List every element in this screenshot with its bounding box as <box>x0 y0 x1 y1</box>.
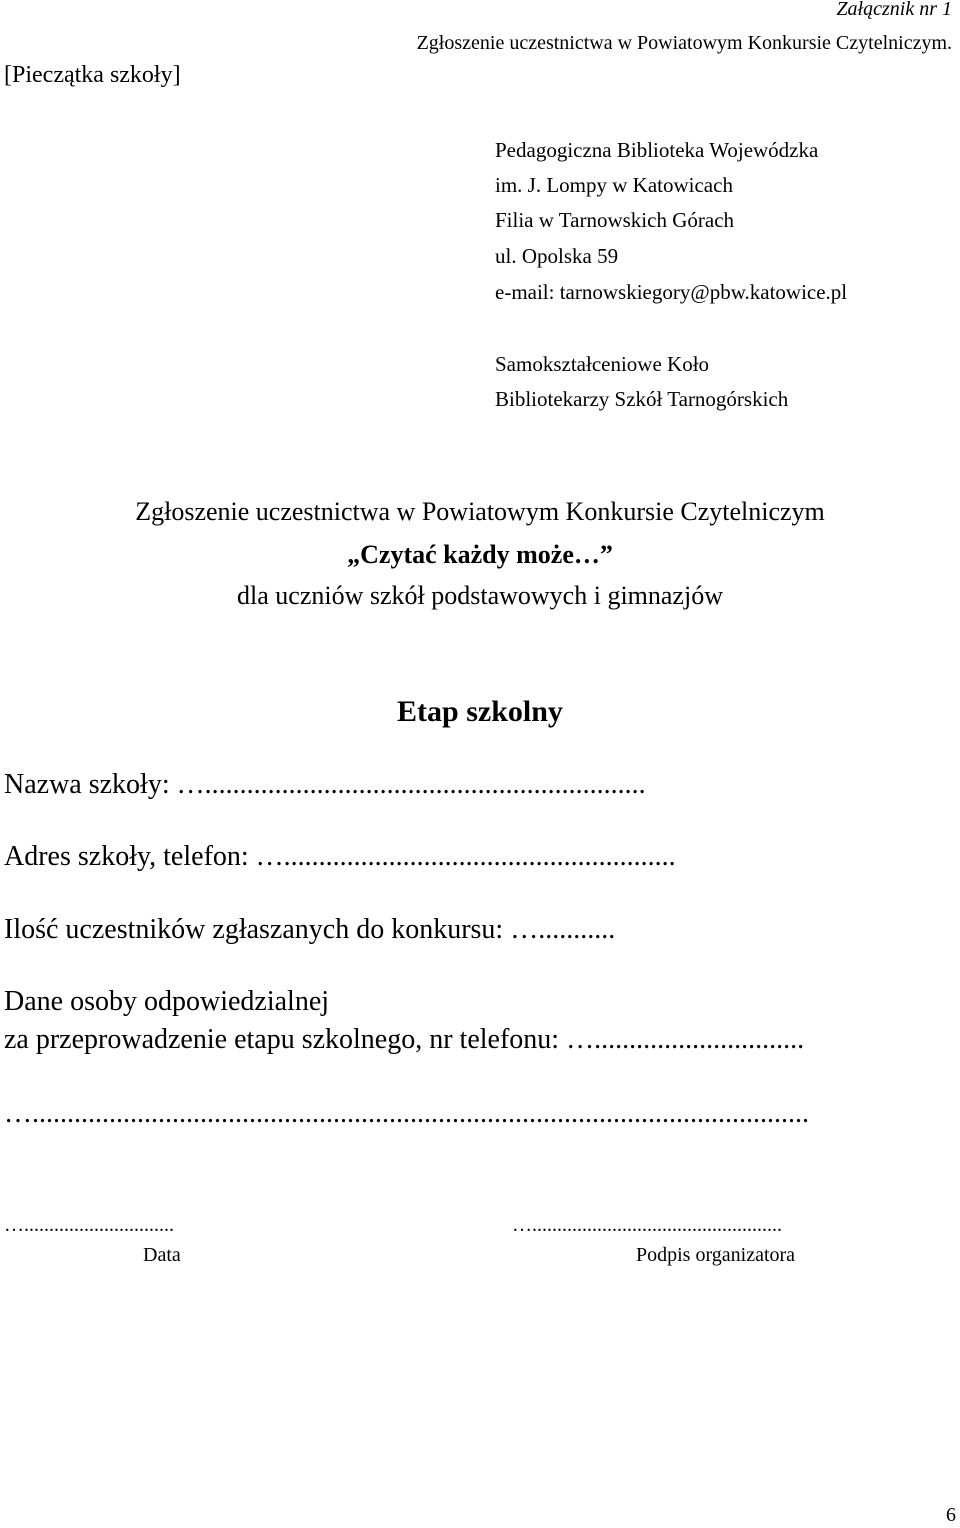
responsible-field: za przeprowadzenie etapu szkolnego, nr telefonu: ….............................. <box>4 1024 805 1055</box>
signature-dotted-line: ….................................................. <box>512 1214 782 1236</box>
library-email: e-mail: tarnowskiegory@pbw.katowice.pl <box>495 280 848 304</box>
circle-line: Samokształceniowe Koło <box>495 352 710 376</box>
header-subtitle: Zgłoszenie uczestnictwa w Powiatowym Konkursie Czytelniczym. <box>416 32 952 54</box>
extra-dotted-line: …............................................................................................................... <box>4 1098 809 1129</box>
annex-label: Załącznik nr 1 <box>836 0 952 20</box>
school-name-field: Nazwa szkoły: …............................................................... <box>4 769 646 800</box>
signature-label: Podpis organizatora <box>636 1244 796 1266</box>
participants-field: Ilość uczestników zgłaszanych do konkursu: …........... <box>4 914 616 945</box>
form-audience: dla uczniów szkół podstawowych i gimnazjów <box>237 581 723 610</box>
contest-name: „Czytać każdy może…” <box>347 540 613 569</box>
responsible-label: Dane osoby odpowiedzialnej <box>4 986 330 1017</box>
date-dotted-line: ….............................. <box>4 1214 174 1236</box>
school-address-field: Adres szkoły, telefon: …........................................................ <box>4 841 676 872</box>
page-number: 6 <box>946 1504 956 1526</box>
library-line: im. J. Lompy w Katowicach <box>495 173 733 197</box>
library-line: Filia w Tarnowskich Górach <box>495 208 735 232</box>
library-line: Pedagogiczna Biblioteka Wojewódzka <box>495 138 819 162</box>
library-line: ul. Opolska 59 <box>495 244 619 268</box>
school-stamp-label: [Pieczątka szkoły] <box>4 62 181 88</box>
date-label: Data <box>143 1244 181 1266</box>
circle-line: Bibliotekarzy Szkół Tarnogórskich <box>495 387 789 411</box>
form-title: Zgłoszenie uczestnictwa w Powiatowym Konkursie Czytelniczym <box>135 497 825 526</box>
stage-heading: Etap szkolny <box>397 695 563 728</box>
